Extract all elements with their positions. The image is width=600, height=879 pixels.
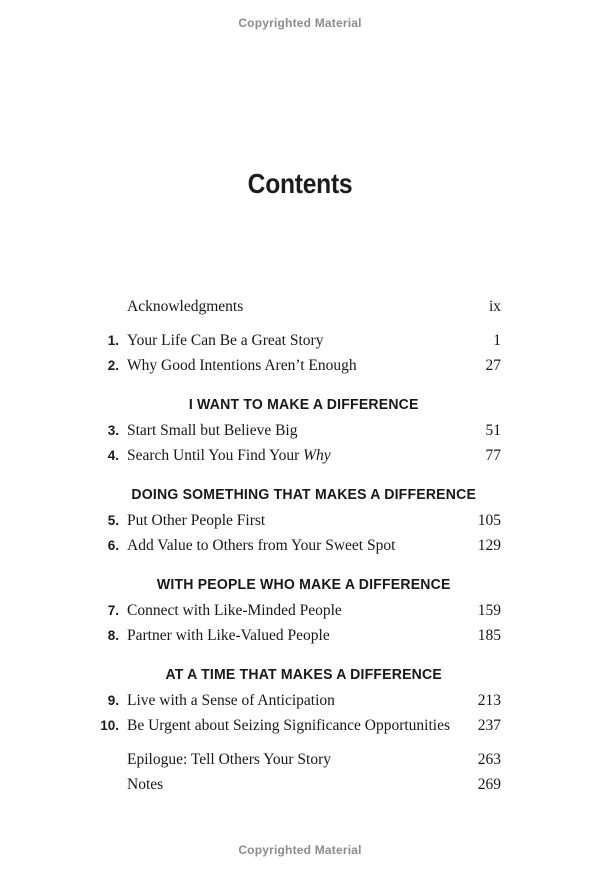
toc-chapter-row	[89, 623, 501, 648]
toc-section-heading: WITH PEOPLE WHO MAKE A DIFFERENCE	[156, 577, 451, 593]
page-number: 51	[485, 422, 501, 439]
entry-title: Partner with Like-Valued People	[127, 627, 330, 644]
entry-title: Your Life Can Be a Great Story	[127, 332, 324, 349]
toc-section-heading: AT A TIME THAT MAKES A DIFFERENCE	[165, 667, 442, 683]
page-number: 27	[485, 357, 501, 374]
page-number: 77	[485, 447, 501, 464]
toc-section-heading: I WANT TO MAKE A DIFFERENCE	[188, 397, 419, 413]
entry-title: Notes	[127, 776, 164, 793]
toc-chapter-row	[89, 508, 501, 533]
entry-title: Why Good Intentions Aren’t Enough	[127, 357, 357, 374]
entry-title: Connect with Like-Minded People	[127, 602, 342, 619]
toc-chapter-row	[89, 443, 501, 468]
entry-title: Put Other People First	[127, 512, 266, 529]
page-number: 213	[477, 692, 501, 709]
entry-title: Acknowledgments	[127, 298, 244, 315]
chapter-number: 2.	[107, 358, 119, 373]
page-number: 263	[477, 751, 501, 768]
toc-chapter-row	[89, 353, 501, 378]
page-number: 185	[477, 627, 501, 644]
entry-title: Live with a Sense of Anticipation	[127, 692, 335, 709]
copyright-notice-top: Copyrighted Material	[238, 16, 362, 30]
page-number: 129	[477, 537, 501, 554]
entry-title: Start Small but Believe Big	[127, 422, 298, 439]
toc-section-heading: DOING SOMETHING THAT MAKES A DIFFERENCE	[131, 487, 477, 503]
chapter-number: 6.	[107, 538, 119, 553]
copyright-notice-bottom: Copyrighted Material	[238, 843, 362, 857]
toc-front-matter-row	[89, 747, 501, 772]
chapter-number: 8.	[107, 628, 119, 643]
chapter-number: 5.	[107, 513, 119, 528]
page-number: 1	[493, 332, 501, 349]
toc-chapter-row	[89, 418, 501, 443]
page-number: 237	[477, 717, 501, 734]
toc-list	[89, 294, 501, 797]
chapter-number: 10.	[100, 718, 119, 733]
entry-title: Add Value to Others from Your Sweet Spot	[127, 537, 396, 554]
toc-chapter-row	[89, 688, 501, 713]
toc-chapter-row	[89, 713, 501, 738]
toc-chapter-row	[89, 328, 501, 353]
page-title: Contents	[247, 167, 353, 199]
page-number: 269	[477, 776, 501, 793]
entry-title: Be Urgent about Seizing Significance Opportunities	[127, 717, 450, 734]
chapter-number: 7.	[107, 603, 119, 618]
toc-front-matter-row	[89, 294, 501, 319]
toc-chapter-row	[89, 598, 501, 623]
chapter-number: 3.	[107, 423, 119, 438]
page-number: ix	[488, 298, 501, 315]
page-number: 159	[477, 602, 501, 619]
entry-title: Search Until You Find Your Why	[127, 447, 331, 464]
chapter-number: 1.	[107, 333, 119, 348]
entry-title: Epilogue: Tell Others Your Story	[127, 751, 332, 768]
toc-chapter-row	[89, 533, 501, 558]
chapter-number: 9.	[107, 693, 119, 708]
toc-front-matter-row	[89, 772, 501, 797]
chapter-number: 4.	[107, 448, 119, 463]
page-number: 105	[477, 512, 501, 529]
